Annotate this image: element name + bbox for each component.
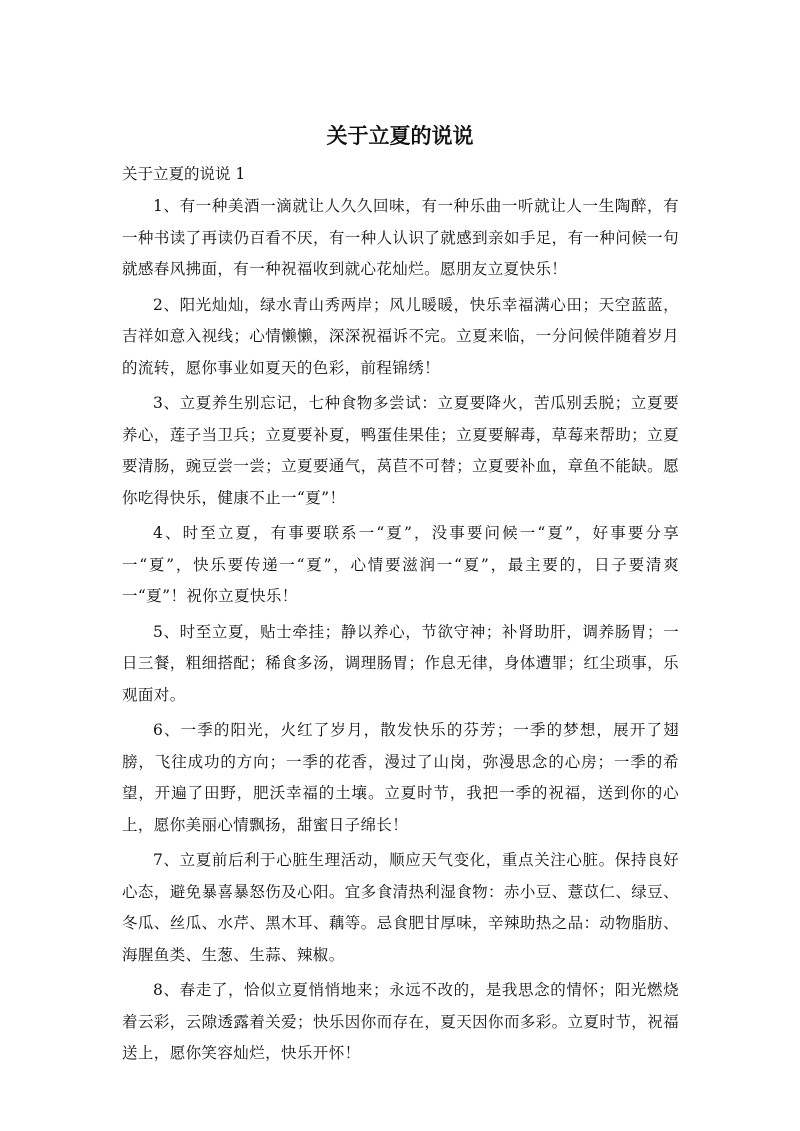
document-subtitle: 关于立夏的说说 1 (122, 165, 246, 183)
paragraph-1: 1、有一种美酒一滴就让人久久回味，有一种乐曲一听就让人一生陶醉，有一种书读了再读仍百看不厌，有一种人认识了就感到亲如手足，有一种问候一句就感春风拂面，有一种祝福收到就心花灿烂。愿朋友立夏快乐！ (122, 197, 679, 278)
paragraph-2: 2、阳光灿灿，绿水青山秀两岸；风儿暖暖，快乐幸福满心田；天空蓝蓝，吉祥如意入视线；心情懒懒，深深祝福诉不完。立夏来临，一分问候伴随着岁月的流转，愿你事业如夏天的色彩，前程锦绣！ (122, 295, 679, 377)
paragraph-8: 8、春走了，恰似立夏悄悄地来；永远不改的，是我思念的情怀；阳光燃烧着云彩，云隙透露着关爱；快乐因你而存在，夏天因你而多彩。立夏时节，祝福送上，愿你笑容灿烂，快乐开怀！ (122, 981, 679, 1062)
paragraph-3: 3、立夏养生别忘记，七种食物多尝试：立夏要降火，苦瓜别丢脱；立夏要养心，莲子当卫兵；立夏要补夏，鸭蛋佳果佳；立夏要解毒，草莓来帮助；立夏要清肠，豌豆尝一尝；立夏要通气，莴苣不可替；立夏要补血，章鱼不能缺。愿你吃得快乐，健康不止一“夏”！ (122, 394, 679, 507)
paragraph-5: 5、时至立夏，贴士牵挂；静以养心，节欲守神；补肾助肝，调养肠胃；一日三餐，粗细搭配；稀食多汤，调理肠胃；作息无律，身体遭罪；红尘琐事，乐观面对。 (122, 622, 679, 704)
paragraph-6: 6、一季的阳光，火红了岁月，散发快乐的芬芳；一季的梦想，展开了翅膀，飞往成功的方向；一季的花香，漫过了山岗，弥漫思念的心房；一季的希望，开遍了田野，肥沃幸福的土壤。立夏时节，我把一季的祝福，送到你的心上，愿你美丽心情飘扬，甜蜜日子绵长！ (122, 721, 679, 834)
document-title: 关于立夏的说说 (326, 124, 474, 148)
document-body (122, 191, 679, 1074)
paragraph-7: 7、立夏前后利于心脏生理活动，顺应天气变化，重点关注心脏。保持良好心态，避免暴喜暴怒伤及心阳。宜多食清热利湿食物：赤小豆、薏苡仁、绿豆、冬瓜、丝瓜、水芹、黑木耳、藕等。忌食肥甘厚味，辛辣助热之品：动物脂肪、海腥鱼类、生葱、生蒜、辣椒。 (122, 851, 679, 964)
paragraph-4: 4、时至立夏，有事要联系一“夏”，没事要问候一“夏”，好事要分享一“夏”，快乐要传递一“夏”，心情要滋润一“夏”，最主要的，日子要清爽一“夏”！祝你立夏快乐！ (122, 524, 679, 605)
